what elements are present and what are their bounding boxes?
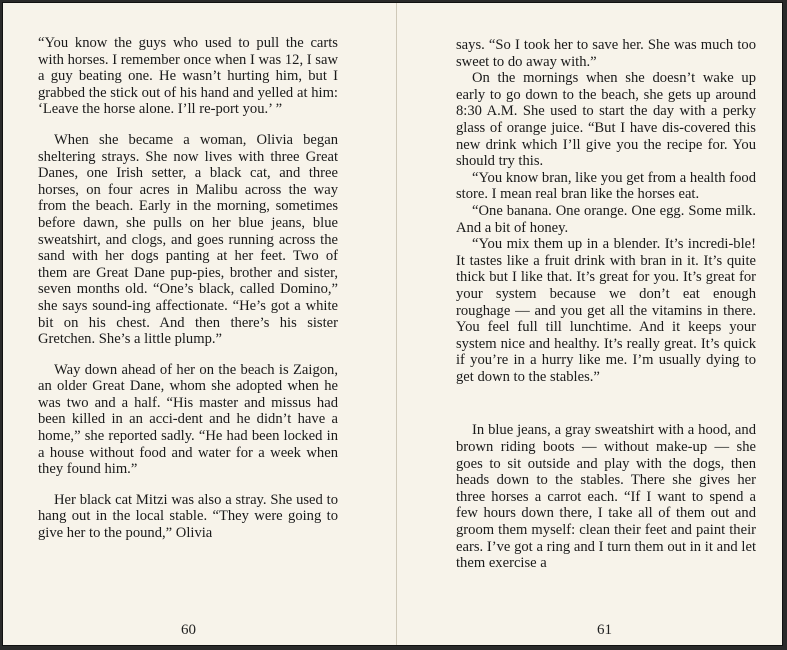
page-number-left: 60 xyxy=(181,622,196,638)
paragraph: In blue jeans, a gray sweatshirt with a hood, and brown riding boots — without make-up — she goes to sit outside and play with the dogs, then heads down to the stables. There she gives her three horses a carrot each. “If I want to spend a few hours down there, I take all of them out and groom them myself: clean their feet and paint their ears. I’ve got a ring and I turn them out in it and let them exercise a xyxy=(456,422,756,572)
left-page xyxy=(38,35,338,542)
paragraph: “One banana. One orange. One egg. Some milk. And a bit of honey. xyxy=(456,202,756,236)
right-page xyxy=(456,37,756,572)
paragraph: says. “So I took her to save her. She was much too sweet to do away with.” xyxy=(456,37,756,70)
paragraph: “You know bran, like you get from a health food store. I mean real bran like the horses eat. xyxy=(456,169,756,203)
paragraph: “You mix them up in a blender. It’s incredi-ble! It tastes like a fruit drink with bran in it. It’s quite thick but I like that. It’s great for you. It’s great for your system because we don’t eat enough roughage — and you get all the vitamins in there. You feel full till lunchtime. And it keeps your system nice and healthy. It’s really great. It’s quick if you’re in a hurry like me. I’m usually dying to get down to the stables.” xyxy=(456,236,756,385)
paragraph: Way down ahead of her on the beach is Zaigon, an older Great Dane, whom she adopted when he was two and a half. “His master and missus had been killed in an acci-dent and he didn’t have a home,” she reported sadly. “He had been locked in a house without food and water for a week when they found him.” xyxy=(38,361,338,478)
book-spread xyxy=(2,2,783,646)
page-number-right: 61 xyxy=(597,622,612,638)
paragraph: On the mornings when she doesn’t wake up early to go down to the beach, she gets up around 8:30 A.M. She used to start the day with a perky glass of orange juice. “But I have dis-covered this new drink which I’ll give you the recipe for. You should try this. xyxy=(456,70,756,170)
paragraph: Her black cat Mitzi was also a stray. She used to hang out in the local stable. “They were going to give her to the pound,” Olivia xyxy=(38,491,338,542)
paragraph: When she became a woman, Olivia began sheltering strays. She now lives with three Great Danes, one Irish setter, a black cat, and three horses, on four acres in Malibu across the way from the beach. Early in the morning, sometimes before dawn, she pulls on her blue jeans, blue sweatshirt, and clogs, and goes running across the sand with her dogs panting at her feet. Two of them are Great Dane pup-pies, brother and sister, seven months old. “One’s black, called Domino,” she says sound-ing affectionate. “He’s got a white bit on his chest. And then there’s his sister Gretchen. She’s a little plump.” xyxy=(38,131,338,348)
page-gutter xyxy=(396,3,397,645)
paragraph: “You know the guys who used to pull the carts with horses. I remember once when I was 12, I saw a guy beating one. He wasn’t hurting him, but I grabbed the stick out of his hand and yelled at him: ‘Leave the horse alone. I’ll re-port you.’ ” xyxy=(38,35,338,118)
